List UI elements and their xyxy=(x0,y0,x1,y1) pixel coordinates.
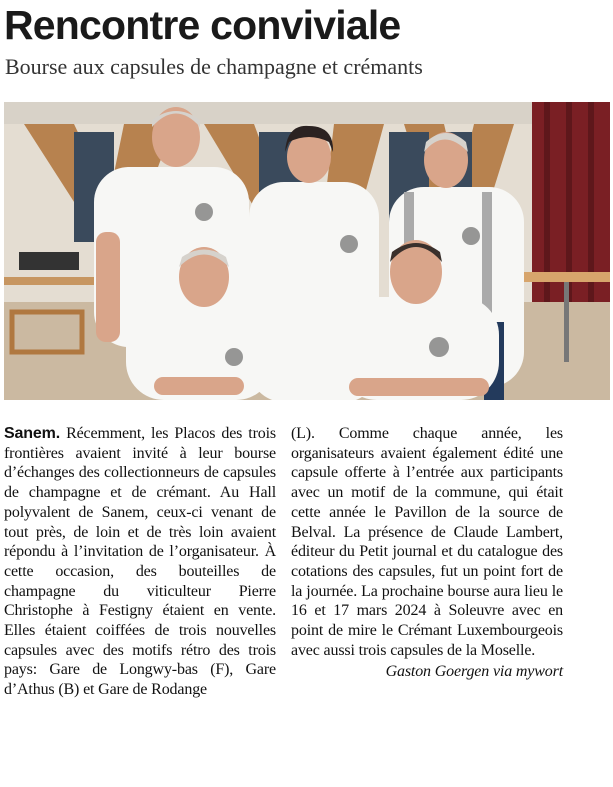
article-column-left xyxy=(4,424,276,700)
headline: Rencontre conviviale xyxy=(4,2,401,48)
article-column-right xyxy=(291,424,563,682)
article-body xyxy=(4,424,609,782)
article-text-right: (L). Comme chaque année, les organisateurs avaient également édité une capsule offerte à l’entrée aux participants avec un motif de la commune, qui était cette année le Pavillon de la source de Belval. La présence de Claude Lambert, éditeur du Petit journal et du catalogue des cotations des capsules, fut un point fort de la journée. La prochaine bourse aura lieu le 16 et 17 mars 2024 à Soleuvre avec en point de mire le Crémant Luxembourgeois avec aussi trois capsules de la Moselle. xyxy=(291,425,563,659)
group-photo-illustration xyxy=(4,102,610,400)
dateline-place: Sanem. xyxy=(4,425,61,442)
subheadline: Bourse aux capsules de champagne et crémants xyxy=(5,54,423,79)
article-text-left: Récemment, les Placos des trois frontières avaient invité à leur bourse d’échanges des collectionneurs de capsules de champagne et de crémant. Au Hall polyvalent de Sanem, ceux-ci venant de tout près, de loin et de très loin avaient répondu à l’invitation de l’organisateur. À cette occasion, des bouteilles de champagne du viticulteur Pierre Christophe à Festigny étaient en vente. Elles étaient coiffées de trois nouvelles capsules avec des motifs rétro des trois pays: Gare de Longwy-bas (F), Gare d’Athus (B) et Gare de Rodange xyxy=(4,425,276,699)
byline: Gaston Goergen via mywort xyxy=(385,663,563,681)
article-photo xyxy=(4,102,610,400)
